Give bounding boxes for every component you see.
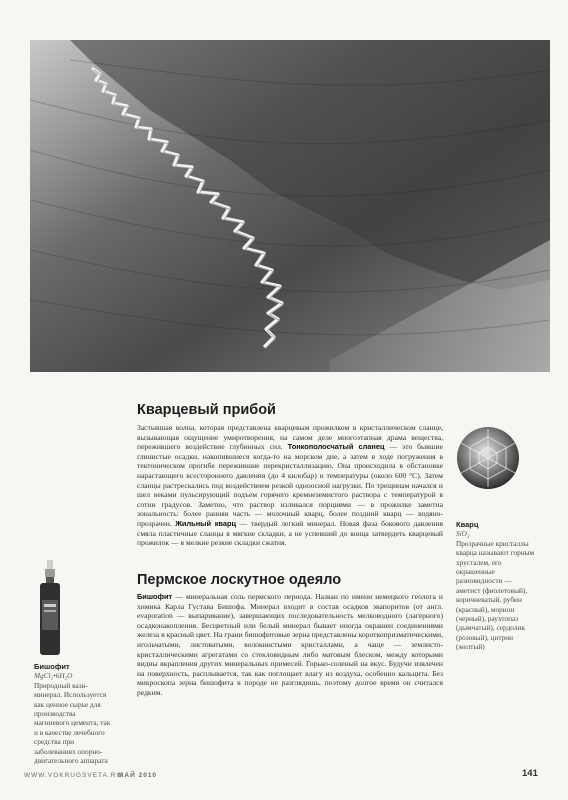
text-run: — минеральная соль пермского периода. Назван по имени немецкого геолога и химика Карла Густава Бишофа. Минерал входит в состав осадков эвапоритов (от англ. evaporation — выпаривание), завершающих последовательность мелководного (лагерного) осадконакопления. Бесцветный или белый минерал бывает иногда окрашен соединениями железа в красный цвет. На грани бишофитовые зерна представлены короткопризматическими, игольчатыми, листоватыми, волокнистыми кристаллами, а чаще — землисто-кристаллическими агрегатами со стекловидным либо матовым блеском, между которыми видны вкрапления других минеральных примесей. Горько-соленый на вкус. Будучи извлечен на поверхность, расплывается, так как поглощает влагу из воздуха, особенно кальцита. Без микроскопа зерна бишофита в породе не разглядишь, поэтому долгое время он считался редким. xyxy=(137,592,443,697)
term-highlight: Жильный кварц xyxy=(175,518,237,528)
text-run: Застывшая волна, которая представлена кварцевым прожилком в кристаллическом сланце, вызывающая ощущение умиротворения, на самом деле многоэтапная драма вещества, пережившего воздействие глубинных сил. xyxy=(137,423,443,452)
article-text-quartz xyxy=(137,423,443,560)
sidebar-bischofite-description: Природный вазн-минерал. Используется как ценное сырье для производства магниевого цемента, так и в качестве лечебного средства при заболеваниях опорно-двигательного аппарата xyxy=(34,680,111,766)
sidebar-quartz-description: Прозрачные кристаллы кварца называют горным хрусталем, его окрашенные разновидности — аметист (фиолетовый), коричневатый, рубин (красный), морион (черный), раухтопаз (дымчатый), сердолик (розовый), цитрин (желтый) xyxy=(456,538,535,652)
text-run: — твердый легкий минерал. Новая фаза бокового давления смяла пластичные сланцы в мягкие складки, а не успевший до конца затвердеть кварцевый прожилок — в мелкие резкие складки сжатия. xyxy=(137,518,443,548)
term-highlight: Тонкополосчатый сланец xyxy=(287,442,385,452)
bischofite-bottle-image xyxy=(36,560,64,656)
sidebar-quartz xyxy=(456,520,536,652)
footer-website: WWW.VOKRUGSVETA.RU xyxy=(24,772,123,779)
photo-quartz-vein xyxy=(30,40,550,372)
page-number: 141 xyxy=(522,768,538,779)
sidebar-bischofite xyxy=(34,662,112,765)
article-text-bischofite xyxy=(137,592,443,762)
footer-issue-date: МАЙ 2010 xyxy=(118,772,158,779)
quartz-crystal-image xyxy=(455,425,521,491)
sidebar-quartz-formula: SiO₂ xyxy=(456,529,470,539)
text-run: — это бывшие глинистые осадки, накопившиеся когда-то на морском дне, а затем в ходе погружения в тектоническом прогибе пережившие перекристаллизацию. Она происходила в обстановке нарастающего всестороннего давления (до 4 килобар) и температуры (около 600 °С). Затем сланцы растрескались под воздействием резкой одноосной нагрузки. По трещинам начался и шел веками пульсирующий подъем горячего кремнеземистого раствора с температурой в сотни градусов. Заметно, что раствор изливался порциями — в прожилке заметна зональность: более ранняя часть — молочный кварц, более поздний кварц — водяно-прозрачен. xyxy=(137,442,443,528)
section-title-quartz: Кварцевый прибой xyxy=(137,402,276,418)
sidebar-bischofite-formula: MgCl₂•6H₂O xyxy=(34,671,73,681)
sidebar-quartz-name: Кварц xyxy=(456,520,479,529)
term-highlight: Бишофит xyxy=(137,592,173,601)
section-title-bischofite: Пермское лоскутное одеяло xyxy=(137,572,342,588)
sidebar-bischofite-name: Бишофит xyxy=(34,662,70,671)
